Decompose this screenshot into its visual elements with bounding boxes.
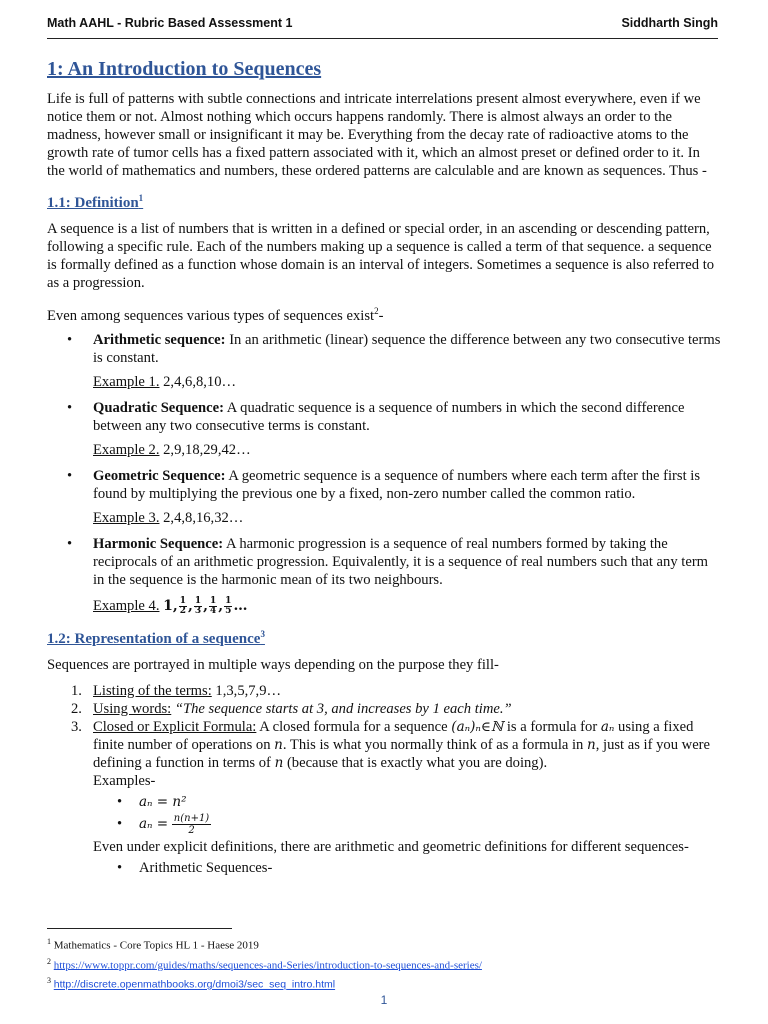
chapter-title: 1: An Introduction to Sequences xyxy=(47,58,322,80)
definition-paragraph: A sequence is a list of numbers that is written in a defined or special order, in an ascending or descending pattern, following a specific rule. Each of the numbers making up a sequence is called a term of that sequence. a sequence is formally defined as a function whose domain is an interval of integers. Sometimes a sequence is also referred to as a progression. xyxy=(47,221,715,291)
example-line: Example 1. 2,4,6,8,10… xyxy=(93,373,237,390)
bullet-icon: • xyxy=(117,860,123,877)
header-divider xyxy=(47,38,718,39)
list-item-geometric xyxy=(47,467,721,527)
type-description: A quadratic sequence is a sequence of numbers in which the second difference between any two consecutive terms is constant. xyxy=(93,399,685,434)
fraction: $\frac{1}{3}$ xyxy=(194,596,202,617)
explicit-definitions-note: Even under explicit definitions, there are arithmetic and geometric definitions for different sequences- xyxy=(93,839,689,856)
fraction: $\frac{1}{2}$ xyxy=(179,596,187,617)
examples-label: Examples- xyxy=(93,773,156,790)
document-body xyxy=(47,56,721,880)
page-number: 1 xyxy=(380,993,388,1007)
footnotes xyxy=(47,934,727,993)
fraction: $\frac{1}{5}$ xyxy=(225,596,232,617)
bullet-icon: • xyxy=(67,331,73,348)
section-heading-definition: 1.1: Definition$^1$ xyxy=(47,193,144,211)
list-item-words: 2. Using words: “The sequence starts at 3, and increases by 1 each time.” xyxy=(71,701,512,718)
bullet-icon: • xyxy=(67,467,73,484)
footnote-link-toppr[interactable]: https://www.toppr.com/guides/maths/sequences-and-Series/introduction-to-sequences-and-series/ xyxy=(53,959,482,972)
list-item-arithmetic-sequences: • Arithmetic Sequences- xyxy=(117,860,273,877)
type-description: A harmonic progression is a sequence of real numbers formed by taking the reciprocals of an arithmetic progression. Equivalently, it is a sequence of real numbers such that any term in the sequence is the harmonic mean of its two neighbours. xyxy=(93,535,709,588)
sequence-types-list xyxy=(47,331,721,616)
list-item-harmonic xyxy=(47,535,721,616)
footnote-divider xyxy=(47,928,232,929)
bullet-icon: • xyxy=(67,399,73,416)
type-name: Geometric Sequence: xyxy=(93,467,226,484)
footnote-ref-1[interactable]: 1 xyxy=(138,193,144,203)
type-name: Harmonic Sequence: xyxy=(93,535,224,552)
footnote-ref-3[interactable]: 3 xyxy=(260,629,265,640)
header-course-title: Math AAHL - Rubric Based Assessment 1 xyxy=(47,16,293,30)
list-item-listing: 1. Listing of the terms: 1,3,5,7,9… xyxy=(71,683,282,700)
types-intro: Even among sequences various types of sequences exist$^2$- xyxy=(47,306,384,324)
fraction: $\frac{n(n+1)}{2}$ xyxy=(173,813,210,837)
section-heading-representation: 1.2: Representation of a sequence$^3$ xyxy=(47,629,265,648)
type-description: In an arithmetic (linear) sequence the difference between any two consecutive terms is constant. xyxy=(93,331,721,366)
header-author: Siddharth Singh xyxy=(621,16,718,30)
list-item-arithmetic xyxy=(47,331,721,391)
footnote-link-openmathbooks[interactable]: http://discrete.openmathbooks.org/dmoi3/sec_seq_intro.html xyxy=(53,978,336,991)
footnote-3: $^3$ http://discrete.openmathbooks.org/dmoi3/sec_seq_intro.html xyxy=(47,976,336,991)
example-line: Example 4. 1, $\frac{1}{2}$ , $\frac{1}{3}$ , $\frac{1}{4}$ , $\frac{1}{5}$ … xyxy=(93,596,248,617)
footnote-ref-2[interactable]: 2 xyxy=(374,306,379,316)
type-name: Arithmetic sequence: xyxy=(93,331,226,348)
page-header xyxy=(47,16,718,36)
example-line: Example 2. 2,9,18,29,42… xyxy=(93,441,251,458)
formula-example: • aₙ = n² xyxy=(117,794,187,811)
fraction: $\frac{1}{4}$ xyxy=(210,596,217,617)
intro-paragraph: Life is full of patterns with subtle connections and intricate interrelations present almost everywhere, even if we notice them or not. Almost nothing which occurs happens randomly. There is almost always an order to the madness, however small or insignificant it may be. Everything from the decay rate of radioactive atoms to the growth rate of tumor cells has a fixed pattern associated with it, which an almost preset or defined order to it. In the world of mathematics and numbers, these ordered patterns are calculable and are known as sequences. Thus - xyxy=(47,91,707,179)
list-item-quadratic xyxy=(47,399,721,459)
formula-example: • aₙ = $\frac{n(n+1)}{2}$ xyxy=(117,813,210,837)
formula-examples-list xyxy=(93,792,721,836)
bullet-icon: • xyxy=(67,535,73,552)
representation-list xyxy=(47,682,721,878)
bullet-icon: • xyxy=(117,816,123,833)
example-line: Example 3. 2,4,8,16,32… xyxy=(93,509,244,526)
bullet-icon: • xyxy=(117,794,123,811)
type-name: Quadratic Sequence: xyxy=(93,399,224,416)
footnote-1: $^1$ Mathematics - Core Topics HL 1 - Haese 2019 xyxy=(47,937,259,952)
type-description: A geometric sequence is a sequence of numbers where each term after the first is found by multiplying the previous one by a fixed, non-zero number called the common ratio. xyxy=(93,467,701,502)
definition-types-list xyxy=(93,858,721,878)
list-item-closed-formula: 3. Closed or Explicit Formula: A closed formula for a sequence (aₙ)ₙ∈ℕ is a formula for aₙ using a fixed finite number of operations on n. This is what you normally think of as a formula in n, just as if you were defining a function in terms of n (because that is exactly what you are doing). Examples- • aₙ = n² • aₙ = $\frac{n(n+1)}{2}$ Even under explicit definitions, there are arithmetic and geometric definitions for different sequences- • Arithmetic Sequences- xyxy=(47,718,721,878)
representation-intro: Sequences are portrayed in multiple ways depending on the purpose they fill- xyxy=(47,657,499,674)
footnote-2: $^2$ https://www.toppr.com/guides/maths/sequences-and-Series/introduction-to-sequences-and-series/ xyxy=(47,956,482,972)
